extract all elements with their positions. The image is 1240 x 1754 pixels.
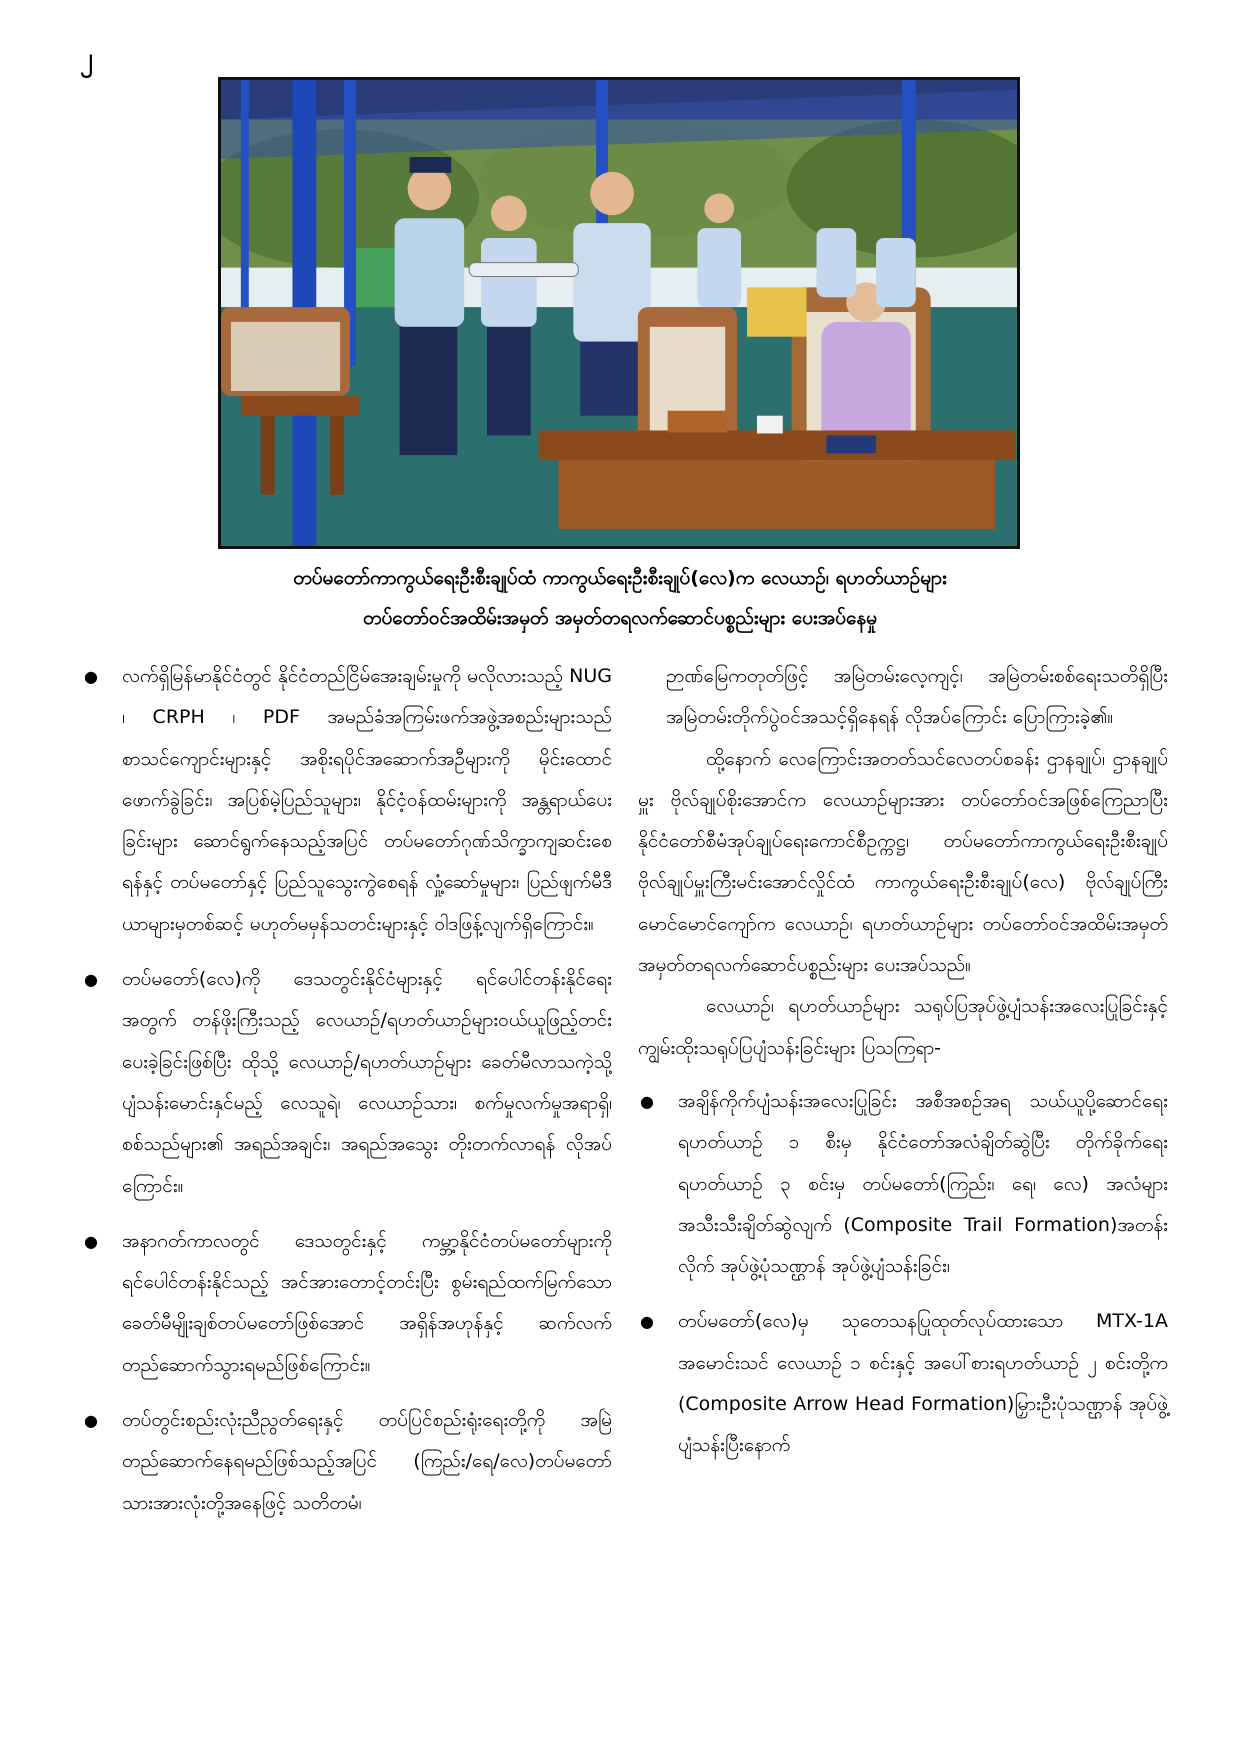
left-column — [82, 656, 612, 1538]
body-paragraph: လေယာဉ်၊ ရဟတ်ယာဉ်များ သရုပ်ပြအုပ်ဖွဲ့ပျံသန်းအလေးပြုခြင်းနှင့် ကျွမ်းထိုးသရုပ်ပြပျံသန်းခြင်းများ ပြသကြရာ- — [638, 995, 1168, 1059]
page-number: ၂ — [80, 42, 93, 72]
bullet-paragraph: ● လက်ရှိမြန်မာနိုင်ငံတွင် နိုင်ငံတည်ငြိမ်အေးချမ်းမှုကို မလိုလားသည့် NUG ၊ CRPH ၊ PDF အမည်ခံအကြမ်းဖက်အဖွဲ့အစည်းများသည် စာသင်ကျောင်းများနှင့် အစိုးရပိုင်အဆောက်အဦများကို မိုင်းထောင်ဖောက်ခွဲခြင်း၊ အပြစ်မဲ့ပြည်သူများ၊ နိုင်ငံ့ဝန်ထမ်းများကို အန္တရာယ်ပေးခြင်းများ ဆောင်ရွက်နေသည့်အပြင် တပ်မတော်ဂုဏ်သိက္ခာကျဆင်းစေရန်နှင့် တပ်မတော်နှင့် ပြည်သူသွေးကွဲစေရန် လှုံ့ဆော်မှုများ၊ ပြည်ဖျက်မီဒီယာများမှတစ်ဆင့် မဟုတ်မမှန်သတင်းများနှင့် ဝါဒဖြန့်လျက်ရှိကြောင်း။ — [82, 656, 612, 945]
photo-caption — [160, 558, 1080, 638]
bullet-paragraph: ● တပ်တွင်းစည်းလုံးညီညွတ်ရေးနှင့် တပ်ပြင်စည်းရုံးရေးတို့ကို အမြဲတည်ဆောက်နေရမည်ဖြစ်သည့်အပြင် (ကြည်း/ရေ/လေ)တပ်မတော်သားအားလုံးတို့အနေဖြင့် သတိတမံ၊ — [82, 1400, 612, 1524]
bullet-paragraph: ● တပ်မတော်(လေ)မှ သုတေသနပြုထုတ်လုပ်ထားသော MTX-1A အမောင်းသင် လေယာဉ် ၁ စင်းနှင့် အပေါ်စားရဟတ်ယာဉ် ၂ စင်းတို့က (Composite Arrow Head Formation)မြှားဦးပုံသဏ္ဌာန် အုပ်ဖွဲ့ပျံသန်းပြီးနောက် — [638, 1301, 1168, 1466]
bullet-paragraph: ● တပ်မတော်(လေ)ကို ဒေသတွင်းနိုင်ငံများနှင့် ရင်ပေါင်တန်းနိုင်ရေးအတွက် တန်ဖိုးကြီးသည့် လေယာဉ်/ရဟတ်ယာဉ်များဝယ်ယူဖြည့်တင်းပေးခဲ့ခြင်းဖြစ်ပြီး ထိုသို့ လေယာဉ်/ရဟတ်ယာဉ်များ ခေတ်မီလာသကဲ့သို့ ပျံသန်းမောင်းနှင်မည့် လေသူရဲ၊ လေယာဉ်သား၊ စက်မှုလက်မှုအရာရှိ၊ စစ်သည်များ၏ အရည်အချင်း၊ အရည်အသွေး တိုးတက်လာရန် လိုအပ်ကြောင်း။ — [82, 959, 612, 1207]
bullet-paragraph: ● အနာဂတ်ကာလတွင် ဒေသတွင်းနှင့် ကမ္ဘာ့နိုင်ငံတပ်မတော်များကို ရင်ပေါင်တန်းနိုင်သည့် အင်အားတောင့်တင်းပြီး စွမ်းရည်ထက်မြက်သော ခေတ်မီမျိုးချစ်တပ်မတော်ဖြစ်အောင် အရှိန်အဟုန်နှင့် ဆက်လက်တည်ဆောက်သွားရမည်ဖြစ်ကြောင်း။ — [82, 1221, 612, 1386]
ceremony-photo — [218, 77, 1020, 549]
formation-list — [638, 1081, 1168, 1467]
bullet-paragraph: ● အချိန်ကိုက်ပျံသန်းအလေးပြုခြင်း အစီအစဉ်အရ သယ်ယူပို့ဆောင်ရေးရဟတ်ယာဉ် ၁ စီးမှ နိုင်ငံတော်အလံချိတ်ဆွဲပြီး တိုက်ခိုက်ရေးရဟတ်ယာဉ် ၃ စင်းမှ တပ်မတော်(ကြည်း၊ ရေ၊ လေ) အလံများ အသီးသီးချိတ်ဆွဲလျက် (Composite Trail Formation)အတန်းလိုက် အုပ်ဖွဲ့ပုံသဏ္ဌာန် အုပ်ဖွဲ့ပျံသန်းခြင်း၊ — [638, 1081, 1168, 1287]
right-column — [638, 656, 1168, 1481]
body-paragraph: ထို့နောက် လေကြောင်းအတတ်သင်လေတပ်စခန်း ဌာနချုပ်၊ ဌာနချုပ်မှူး ဗိုလ်ချုပ်စိုးအောင်က လေယာဉ်များအား တပ်တော်ဝင်အဖြစ်ကြေညာပြီး နိုင်ငံတော်စီမံအုပ်ချုပ်ရေးကောင်စီဥက္ကဋ္ဌ၊ တပ်မတော်ကာကွယ်ရေးဦးစီးချုပ် ဗိုလ်ချုပ်မှူးကြီးမင်းအောင်လှိုင်ထံ ကာကွယ်ရေးဦးစီးချုပ်(လေ) ဗိုလ်ချုပ်ကြီးမောင်မောင်ကျော်က လေယာဉ်၊ ရဟတ်ယာဉ်များ တပ်တော်ဝင်အထိမ်းအမှတ် အမှတ်တရလက်ဆောင်ပစ္စည်းများ ပေးအပ်သည်။ — [638, 747, 1168, 977]
caption-line-1: တပ်မတော်ကာကွယ်ရေးဦးစီးချုပ်ထံ ကာကွယ်ရေးဦးစီးချုပ်(လေ)က လေယာဉ်၊ ရဟတ်ယာဉ်များ — [293, 567, 947, 589]
continued-paragraph: ဉာဏ်မြေကတုတ်ဖြင့် အမြဲတမ်းလေ့ကျင့်၊ အမြဲတမ်းစစ်ရေးသတိရှိပြီး အမြဲတမ်းတိုက်ပွဲဝင်အသင့်ရှိနေရန် လိုအပ်ကြောင်း ပြောကြားခဲ့၏။ — [666, 665, 1168, 729]
caption-line-2: တပ်တော်ဝင်အထိမ်းအမှတ် အမှတ်တရလက်ဆောင်ပစ္စည်းများ ပေးအပ်နေမှု — [362, 607, 878, 629]
ceremony-photo-illustration — [221, 80, 1017, 546]
